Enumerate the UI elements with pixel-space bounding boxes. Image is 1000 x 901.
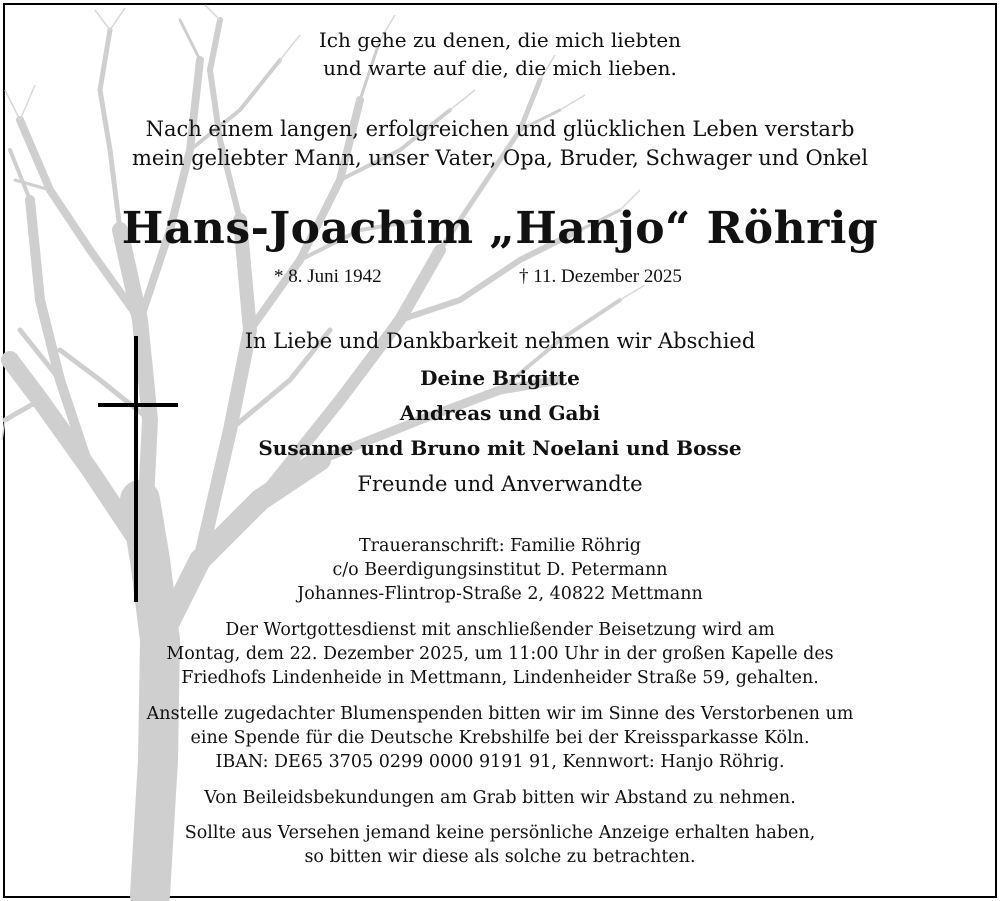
mourners-others: Freunde und Anverwandte [357,472,643,496]
verse-line-2: und warte auf die, die mich lieben. [323,56,677,80]
donation-line-1: Anstelle zugedachter Blumenspenden bitten wir im Sinne des Verstorbenen um [146,704,854,724]
closing-line-2: so bitten wir diese als solche zu betrachten. [304,847,696,867]
deceased-name: Hans-Joachim „Hanjo“ Röhrig [121,203,879,254]
verse-line-1: Ich gehe zu denen, die mich liebten [318,28,682,52]
intro-line-1: Nach einem langen, erfolgreichen und glücklichen Leben verstarb [145,117,855,141]
address-line-3: Johannes-Flintrop-Straße 2, 40822 Mettmann [297,584,703,604]
address-line-2: c/o Beerdigungsinstitut D. Petermann [332,560,668,580]
closing-line-1: Sollte aus Versehen jemand keine persönliche Anzeige erhalten haben, [184,823,816,843]
service-line-2: Montag, dem 22. Dezember 2025, um 11:00 Uhr in der großen Kapelle des [166,644,834,664]
condolence-note: Von Beileidsbekundungen am Grab bitten wir Abstand zu nehmen. [204,788,796,808]
birth-date: * 8. Juni 1942 [274,266,382,287]
death-date: † 11. Dezember 2025 [519,266,682,287]
address-line-1: Traueranschrift: Familie Röhrig [359,536,641,556]
service-line-1: Der Wortgottesdienst mit anschließender Beisetzung wird am [225,620,775,640]
mourner-name: Susanne und Bruno mit Noelani und Bosse [258,436,742,460]
service-line-3: Friedhofs Lindenheide in Mettmann, Lindenheider Straße 59, gehalten. [181,668,819,688]
donation-line-2: eine Spende für die Deutsche Krebshilfe bei der Kreissparkasse Köln. [190,728,810,748]
mourner-name: Andreas und Gabi [399,401,601,425]
mourners-intro: In Liebe und Dankbarkeit nehmen wir Abschied [244,329,756,353]
intro-line-2: mein geliebter Mann, unser Vater, Opa, Bruder, Schwager und Onkel [131,146,869,170]
mourner-name: Deine Brigitte [420,366,580,390]
donation-line-3: IBAN: DE65 3705 0299 0000 9191 91, Kennwort: Hanjo Röhrig. [215,752,785,772]
